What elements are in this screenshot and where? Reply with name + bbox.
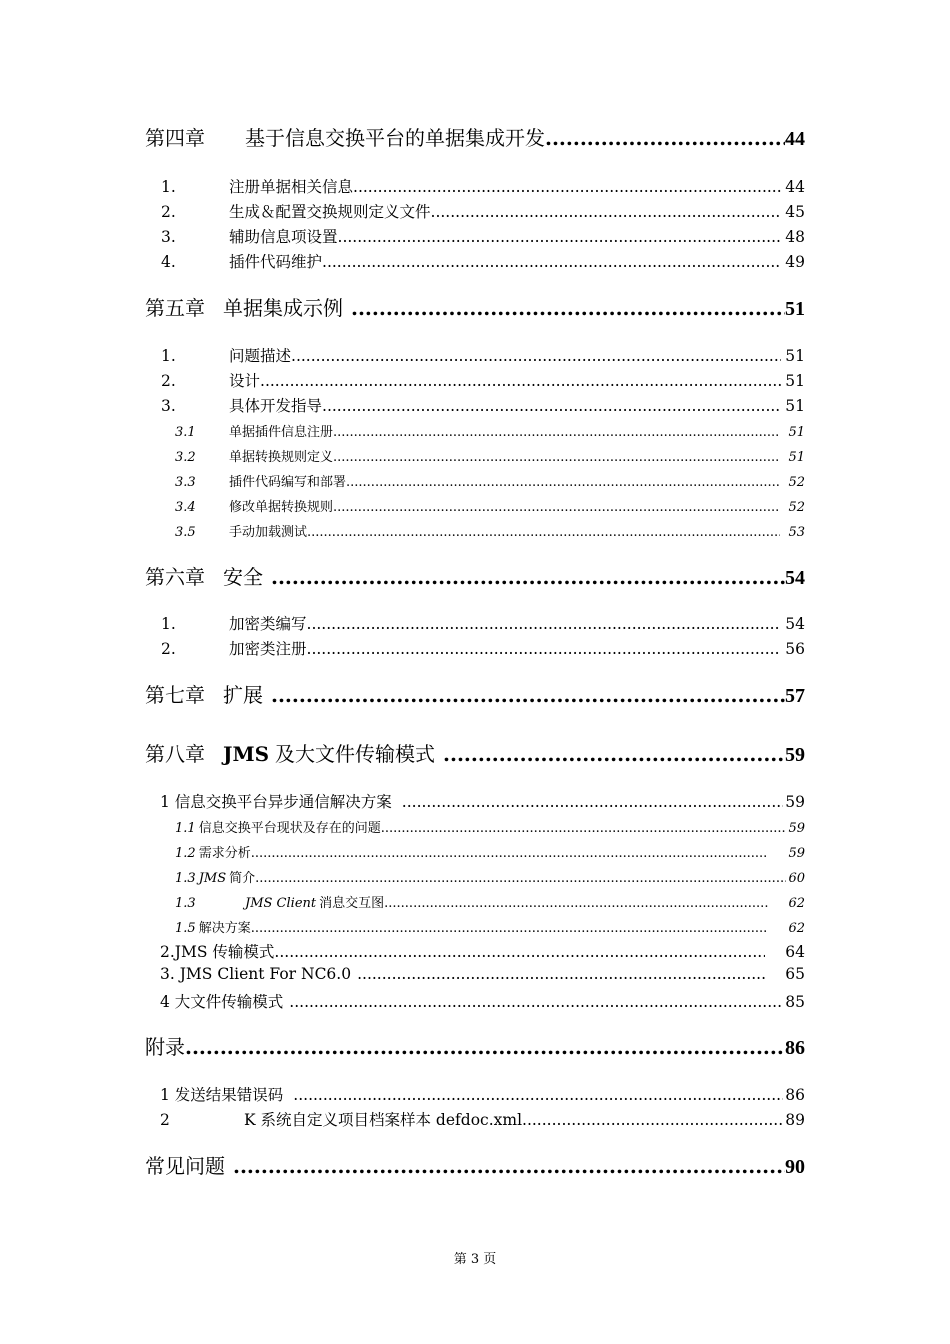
dot-leader xyxy=(251,921,769,936)
subitem-title: 修改单据转换规则 xyxy=(229,500,334,515)
subitem-number-suffix: JMS xyxy=(198,871,227,886)
dot-leader xyxy=(289,993,783,1011)
subitem-number: 3.1 xyxy=(175,425,196,440)
subitem-page: 51 xyxy=(788,450,805,465)
item-title: 2.JMS 传输模式 xyxy=(160,943,275,961)
toc-subitem[interactable] xyxy=(175,892,805,912)
chapter-label: 第四章 xyxy=(145,126,205,150)
subitem-page: 62 xyxy=(788,896,805,911)
item-page: 56 xyxy=(785,640,805,658)
subitem-title: 单据插件信息注册 xyxy=(229,425,334,440)
toc-subitem[interactable] xyxy=(145,521,805,541)
item-number: 1. xyxy=(161,615,176,633)
item-title: 问题描述 xyxy=(229,347,292,365)
dot-leader xyxy=(384,896,768,911)
subitem-title: 信息交换平台现状及存在的问题 xyxy=(198,821,381,836)
dot-leader xyxy=(260,372,781,390)
dot-leader xyxy=(333,500,780,515)
subitem-page: 59 xyxy=(788,821,805,836)
toc-item[interactable] xyxy=(145,200,805,222)
dot-leader xyxy=(357,965,765,983)
item-page: 89 xyxy=(785,1111,805,1129)
subitem-page: 52 xyxy=(788,500,805,515)
dot-leader xyxy=(545,126,785,150)
dot-leader xyxy=(322,253,781,271)
toc-subitem[interactable] xyxy=(175,817,805,837)
dot-leader xyxy=(271,565,785,589)
toc-item[interactable] xyxy=(145,175,805,197)
item-title: 1 信息交换平台异步通信解决方案 xyxy=(160,793,392,811)
dot-leader xyxy=(402,793,783,811)
toc-appendix[interactable] xyxy=(145,1031,805,1059)
toc-chapter-5[interactable] xyxy=(145,292,805,320)
item-number: 4. xyxy=(161,253,176,271)
dot-leader xyxy=(346,475,780,490)
toc-item[interactable] xyxy=(145,250,805,272)
dot-leader xyxy=(431,203,782,221)
toc-subitem[interactable] xyxy=(175,917,805,937)
item-number: 3. xyxy=(161,397,176,415)
dot-leader xyxy=(293,1086,783,1104)
toc-item[interactable] xyxy=(145,344,805,366)
subitem-title: 单据转换规则定义 xyxy=(229,450,334,465)
item-page: 48 xyxy=(785,228,805,246)
chapter-label: 第七章 xyxy=(145,683,205,707)
toc-item[interactable] xyxy=(145,637,805,659)
subitem-page: 51 xyxy=(788,425,805,440)
toc-item[interactable] xyxy=(160,990,805,1012)
item-number: 1. xyxy=(161,178,176,196)
chapter-label: 第六章 xyxy=(145,565,205,589)
toc-item[interactable] xyxy=(160,1108,805,1130)
dot-leader xyxy=(291,347,781,365)
chapter-page: 54 xyxy=(785,567,805,589)
item-page: 54 xyxy=(785,615,805,633)
chapter-page: 86 xyxy=(785,1037,805,1059)
item-title: 插件代码维护 xyxy=(229,253,323,271)
chapter-title-prefix: JMS xyxy=(223,742,270,766)
chapter-title: 安全 xyxy=(223,565,263,589)
chapter-page: 51 xyxy=(785,298,805,320)
subitem-number: 3.5 xyxy=(175,525,196,540)
item-page: 51 xyxy=(785,347,805,365)
subitem-page: 60 xyxy=(788,871,805,886)
toc-item[interactable] xyxy=(160,790,805,812)
subitem-title: 插件代码编写和部署 xyxy=(229,475,347,490)
subitem-number: 1.3 xyxy=(175,871,196,886)
toc-item[interactable] xyxy=(145,612,805,634)
subitem-title: 简介 xyxy=(229,871,256,886)
chapter-title: 单据集成示例 xyxy=(223,296,343,320)
subitem-title: 手动加载测试 xyxy=(229,525,308,540)
chapter-page: 59 xyxy=(785,744,805,766)
toc-subitem[interactable] xyxy=(145,421,805,441)
dot-leader xyxy=(381,821,787,836)
item-title: 1 发送结果错误码 xyxy=(160,1086,284,1104)
item-page: 51 xyxy=(785,397,805,415)
subitem-page: 59 xyxy=(788,846,805,861)
dot-leader xyxy=(233,1154,785,1178)
item-number: 2. xyxy=(161,203,176,221)
dot-leader xyxy=(307,525,780,540)
item-page: 86 xyxy=(785,1086,805,1104)
item-page: 85 xyxy=(785,993,805,1011)
toc-chapter-6[interactable] xyxy=(145,561,805,589)
dot-leader xyxy=(251,846,769,861)
item-page: 49 xyxy=(785,253,805,271)
chapter-label: 附录 xyxy=(145,1035,185,1059)
item-page: 65 xyxy=(785,965,805,983)
subitem-number: 3.4 xyxy=(175,500,196,515)
dot-leader xyxy=(307,640,782,658)
dot-leader xyxy=(353,178,781,196)
item-title: 注册单据相关信息 xyxy=(229,178,354,196)
subitem-number-suffix: JMS Client xyxy=(245,896,317,911)
toc-item[interactable] xyxy=(160,940,805,962)
item-page: 51 xyxy=(785,372,805,390)
chapter-page: 44 xyxy=(785,128,805,150)
dot-leader xyxy=(307,615,782,633)
chapter-page: 90 xyxy=(785,1156,805,1178)
dot-leader xyxy=(522,1111,783,1129)
dot-leader xyxy=(333,425,780,440)
item-title: 设计 xyxy=(229,372,261,390)
item-title: 4 大文件传输模式 xyxy=(160,993,284,1011)
chapter-label: 第五章 xyxy=(145,296,205,320)
subitem-number: 1.1 xyxy=(175,821,196,836)
toc-item[interactable] xyxy=(160,965,805,987)
subitem-number: 1.2 xyxy=(175,846,196,861)
item-number: 2. xyxy=(161,640,176,658)
dot-leader xyxy=(443,742,785,766)
subitem-title: 需求分析 xyxy=(198,846,251,861)
subitem-number: 1.5 xyxy=(175,921,196,936)
dot-leader xyxy=(351,296,785,320)
item-title: 加密类编写 xyxy=(229,615,307,633)
item-page: 64 xyxy=(785,943,805,961)
item-page: 45 xyxy=(785,203,805,221)
toc-faq[interactable] xyxy=(145,1150,805,1178)
chapter-title: 扩展 xyxy=(223,683,263,707)
item-title: 3. JMS Client For NC6.0 xyxy=(160,965,352,983)
item-title: 辅助信息项设置 xyxy=(229,228,338,246)
subitem-title: 消息交互图 xyxy=(319,896,385,911)
item-title: K 系统自定义项目档案样本 defdoc.xml xyxy=(244,1111,523,1129)
subitem-page: 62 xyxy=(788,921,805,936)
subitem-number: 3.2 xyxy=(175,450,196,465)
toc-chapter-4[interactable] xyxy=(145,122,805,150)
chapter-title: 及大文件传输模式 xyxy=(275,742,436,766)
toc-item[interactable] xyxy=(145,225,805,247)
subitem-page: 53 xyxy=(788,525,805,540)
item-number: 1. xyxy=(161,347,176,365)
chapter-label: 第八章 xyxy=(145,742,205,766)
toc-subitem[interactable] xyxy=(145,471,805,491)
toc-chapter-8[interactable] xyxy=(145,738,805,766)
item-number: 2. xyxy=(161,372,176,390)
subitem-page: 52 xyxy=(788,475,805,490)
dot-leader xyxy=(338,228,782,246)
dot-leader xyxy=(271,683,785,707)
toc-item[interactable] xyxy=(160,1083,805,1105)
toc-chapter-7[interactable] xyxy=(145,679,805,707)
item-number: 3. xyxy=(161,228,176,246)
dot-leader xyxy=(274,943,765,961)
page-footer: 第 3 页 xyxy=(453,1252,497,1267)
subitem-number: 1.3 xyxy=(175,896,196,911)
item-title: 加密类注册 xyxy=(229,640,307,658)
chapter-label: 常见问题 xyxy=(145,1154,225,1178)
dot-leader xyxy=(333,450,780,465)
dot-leader xyxy=(322,397,781,415)
item-page: 44 xyxy=(785,178,805,196)
toc-subitem[interactable] xyxy=(175,867,805,887)
toc-subitem[interactable] xyxy=(145,446,805,466)
chapter-title: 基于信息交换平台的单据集成开发 xyxy=(245,126,545,150)
item-title: 具体开发指导 xyxy=(229,397,323,415)
subitem-title: 解决方案 xyxy=(198,921,251,936)
chapter-page: 57 xyxy=(785,685,805,707)
item-page: 59 xyxy=(785,793,805,811)
toc-subitem[interactable] xyxy=(145,496,805,516)
dot-leader xyxy=(185,1035,785,1059)
dot-leader xyxy=(255,871,786,886)
item-title: 生成＆配置交换规则定义文件 xyxy=(229,203,431,221)
toc-subitem[interactable] xyxy=(175,842,805,862)
subitem-number: 3.3 xyxy=(175,475,196,490)
toc-item[interactable] xyxy=(145,369,805,391)
toc-item[interactable] xyxy=(145,394,805,416)
item-number: 2 xyxy=(160,1111,170,1129)
